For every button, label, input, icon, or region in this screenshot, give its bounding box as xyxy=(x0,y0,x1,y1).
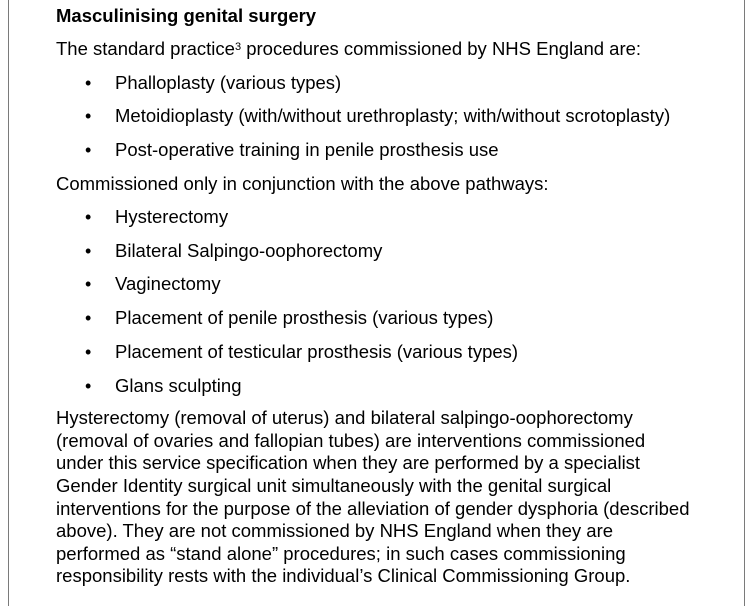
intro-text-before: The standard practice xyxy=(56,38,235,59)
list-item-text: Phalloplasty (various types) xyxy=(115,71,342,93)
document-body xyxy=(56,4,741,588)
list-item xyxy=(56,205,741,229)
paragraph-line: Hysterectomy (removal of uterus) and bilateral salpingo-oophorectomy xyxy=(56,407,633,429)
bullet-icon: • xyxy=(85,207,92,228)
paragraph-line: performed as “stand alone” procedures; in such cases commissioning xyxy=(56,542,626,564)
footnote-reference: 3 xyxy=(234,41,242,53)
intro-paragraph xyxy=(56,37,741,61)
list-item-text: Vaginectomy xyxy=(115,273,221,295)
bullet-icon: • xyxy=(85,106,92,127)
list-item xyxy=(56,104,741,128)
intro-text-after: procedures commissioned by NHS England are: xyxy=(241,38,642,59)
list-item-text: Post-operative training in penile prosthesis use xyxy=(115,138,499,160)
bullet-icon: • xyxy=(85,139,92,160)
paragraph-line: Gender Identity surgical unit simultaneously with the genital surgical xyxy=(56,474,612,496)
list-item xyxy=(56,340,741,364)
list-item xyxy=(56,71,741,95)
conjunction-procedures-list xyxy=(56,205,741,397)
bullet-icon: • xyxy=(85,308,92,329)
paragraph-line: (removal of ovaries and fallopian tubes) are interventions commissioned xyxy=(56,429,646,451)
list-item xyxy=(56,306,741,330)
list-item xyxy=(56,138,741,162)
bullet-icon: • xyxy=(85,72,92,93)
conjunction-intro: Commissioned only in conjunction with the above pathways: xyxy=(56,172,549,194)
list-item-text: Metoidioplasty (with/without urethroplasty; with/without scrotoplasty) xyxy=(115,105,671,127)
list-item-text: Hysterectomy xyxy=(115,206,229,228)
list-item xyxy=(56,239,741,263)
list-item xyxy=(56,272,741,296)
bullet-icon: • xyxy=(85,375,92,396)
list-item-text: Placement of penile prosthesis (various types) xyxy=(115,307,494,329)
list-item-text: Bilateral Salpingo-oophorectomy xyxy=(115,239,383,261)
bullet-icon: • xyxy=(85,341,92,362)
commissioning-paragraph xyxy=(56,407,741,588)
paragraph-line: under this service specification when they are performed by a specialist xyxy=(56,452,641,474)
paragraph-line: above). They are not commissioned by NHS England when they are xyxy=(56,520,614,542)
list-item-text: Glans sculpting xyxy=(115,374,242,396)
paragraph-line: interventions for the purpose of the alleviation of gender dysphoria (described xyxy=(56,497,690,519)
list-item-text: Placement of testicular prosthesis (various types) xyxy=(115,340,519,362)
standard-procedures-list xyxy=(56,71,741,162)
list-item xyxy=(56,374,741,398)
bullet-icon: • xyxy=(85,240,92,261)
section-heading: Masculinising genital surgery xyxy=(56,5,317,26)
bullet-icon: • xyxy=(85,274,92,295)
paragraph-line: responsibility rests with the individual’s Clinical Commissioning Group. xyxy=(56,565,631,587)
